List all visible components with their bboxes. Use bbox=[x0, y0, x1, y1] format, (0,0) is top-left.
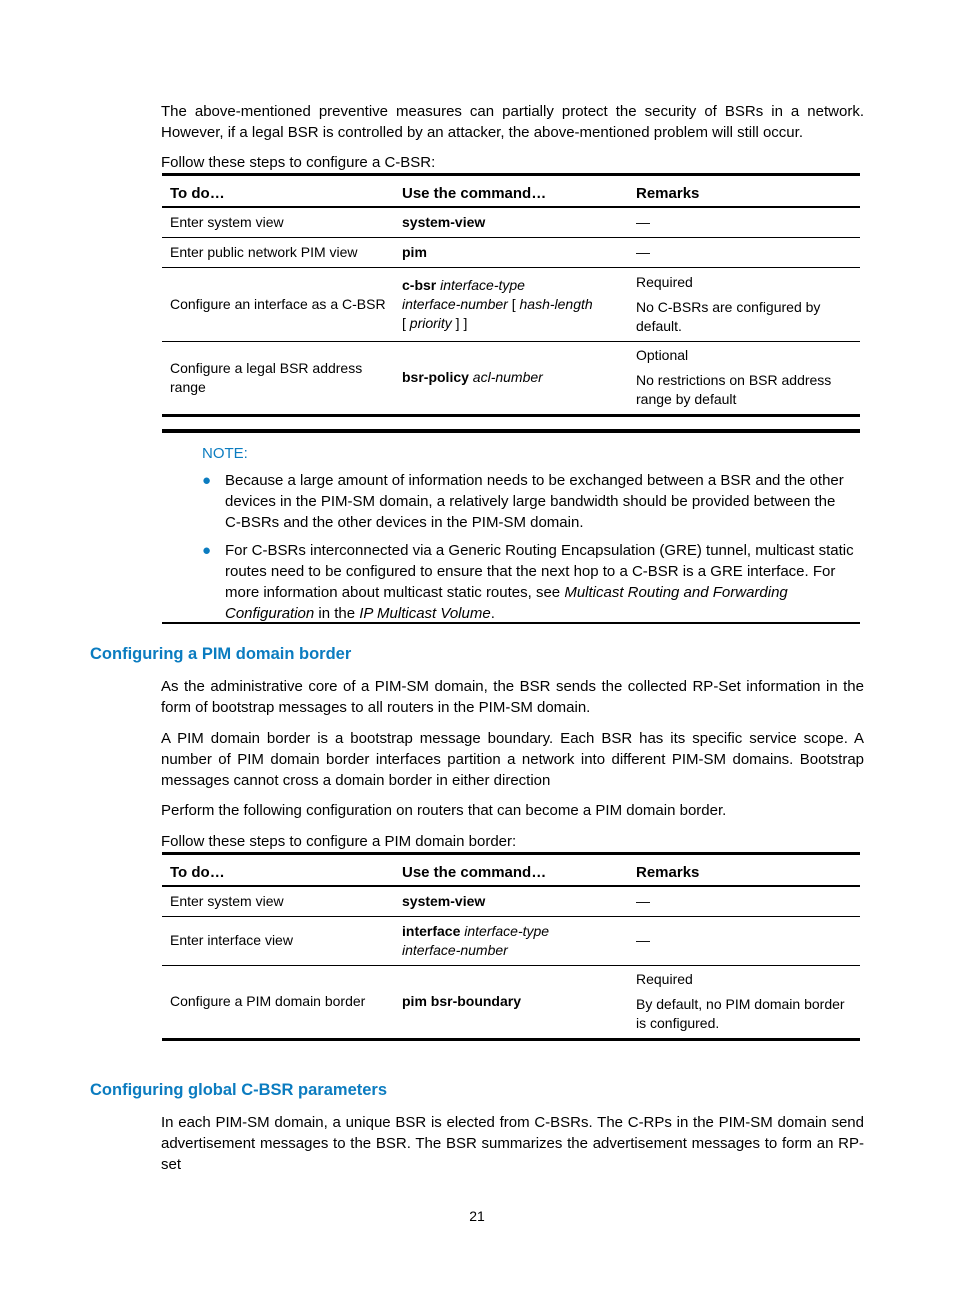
remark: — bbox=[636, 932, 650, 948]
todo-cell: Enter public network PIM view bbox=[162, 237, 394, 267]
note-label: NOTE: bbox=[202, 445, 248, 462]
command-cell bbox=[394, 267, 628, 341]
bullet-icon: ● bbox=[202, 472, 212, 489]
remark: Optional bbox=[636, 347, 689, 363]
argument: interface-type bbox=[440, 276, 525, 293]
bracket: [ bbox=[402, 314, 410, 331]
remarks-cell bbox=[628, 886, 860, 916]
table-header-row bbox=[162, 854, 860, 887]
command: bsr-policy bbox=[402, 369, 469, 385]
table-row bbox=[162, 886, 860, 916]
remark: By default, no PIM domain border is configured. bbox=[636, 996, 845, 1031]
command-cell bbox=[394, 886, 628, 916]
bullet-icon: ● bbox=[202, 542, 212, 559]
remark: — bbox=[636, 243, 650, 260]
table-row bbox=[162, 267, 860, 341]
command: interface bbox=[402, 922, 461, 939]
argument: interface-number bbox=[402, 295, 508, 312]
command: system-view bbox=[402, 213, 486, 230]
command-cell bbox=[394, 916, 628, 965]
remarks-cell bbox=[628, 965, 860, 1039]
command-table-cbsr bbox=[162, 173, 860, 417]
note-text: . bbox=[490, 605, 495, 622]
bracket: ] ] bbox=[451, 314, 468, 331]
remark: — bbox=[636, 213, 650, 230]
table-row bbox=[162, 916, 860, 965]
paragraph: As the administrative core of a PIM-SM domain, the BSR sends the collected RP-Set information in the form of bootstrap messages to all routers in the PIM-SM domain. bbox=[161, 678, 864, 716]
argument: priority bbox=[409, 314, 452, 331]
table-row bbox=[162, 207, 860, 237]
column-header: Use the command… bbox=[394, 175, 628, 208]
todo-cell: Enter interface view bbox=[162, 916, 394, 965]
todo-cell: Configure a PIM domain border bbox=[162, 965, 394, 1039]
remark: No restrictions on BSR address range by default bbox=[636, 372, 832, 407]
argument: acl-number bbox=[472, 369, 543, 385]
paragraph: A PIM domain border is a bootstrap message boundary. Each BSR has its specific service scope. A number of PIM domain border interfaces partition a network into different PIM-SM domains. Bootstrap messages cannot cross a domain border in either direction bbox=[161, 730, 864, 789]
section-heading: Configuring global C-BSR parameters bbox=[90, 1081, 388, 1099]
table-row bbox=[162, 341, 860, 415]
doc-reference: IP Multicast Volume bbox=[359, 605, 491, 622]
argument: hash-length bbox=[519, 295, 593, 312]
remarks-cell bbox=[628, 916, 860, 965]
command: c-bsr bbox=[402, 276, 437, 293]
paragraph: Perform the following configuration on routers that can become a PIM domain border. bbox=[161, 802, 727, 819]
remark: Required bbox=[636, 971, 693, 987]
command-table-domain-border bbox=[162, 852, 860, 1041]
command-cell bbox=[394, 965, 628, 1039]
todo-cell: Configure a legal BSR address range bbox=[162, 341, 394, 415]
note-box bbox=[162, 429, 860, 624]
remarks-cell bbox=[628, 341, 860, 415]
note-bullet bbox=[202, 540, 855, 624]
remarks-cell bbox=[628, 267, 860, 341]
section-heading: Configuring a PIM domain border bbox=[90, 645, 352, 663]
bracket: [ bbox=[507, 295, 520, 312]
column-header: Remarks bbox=[628, 854, 860, 887]
command: pim bbox=[402, 243, 427, 260]
note-text: Because a large amount of information needs to be exchanged between a BSR and the other devices in the PIM-SM domain, a relatively large bandwidth should be provided between the C-BSRs and the other devices in the PIM-SM domain. bbox=[225, 472, 844, 531]
column-header: Remarks bbox=[628, 175, 860, 208]
table-header-row bbox=[162, 175, 860, 208]
note-bullet bbox=[202, 470, 855, 533]
paragraph: Follow these steps to configure a C-BSR: bbox=[161, 154, 436, 171]
todo-cell: Enter system view bbox=[162, 886, 394, 916]
column-header: To do… bbox=[162, 854, 394, 887]
column-header: Use the command… bbox=[394, 854, 628, 887]
table-row bbox=[162, 237, 860, 267]
command-cell bbox=[394, 341, 628, 415]
remark: — bbox=[636, 892, 650, 909]
table-row bbox=[162, 965, 860, 1039]
column-header: To do… bbox=[162, 175, 394, 208]
paragraph: Follow these steps to configure a PIM domain border: bbox=[161, 833, 517, 850]
note-text: in the bbox=[314, 605, 360, 622]
argument: interface-number bbox=[402, 941, 508, 958]
argument: interface-type bbox=[464, 922, 550, 939]
doc-reference: Multicast Routing and Forwarding Configuration bbox=[225, 584, 788, 622]
page-number: 21 bbox=[469, 1208, 485, 1224]
command: system-view bbox=[402, 892, 486, 909]
command: pim bsr-boundary bbox=[402, 993, 522, 1009]
paragraph: In each PIM-SM domain, a unique BSR is elected from C-BSRs. The C-RPs in the PIM-SM domain send advertisement messages to the BSR. The BSR summarizes the advertisement messages to form an RP-set bbox=[161, 1114, 864, 1173]
command-cell bbox=[394, 207, 628, 237]
remarks-cell bbox=[628, 237, 860, 267]
todo-cell: Configure an interface as a C-BSR bbox=[162, 267, 394, 341]
remark: No C-BSRs are configured by default. bbox=[636, 298, 821, 334]
remarks-cell bbox=[628, 207, 860, 237]
todo-cell: Enter system view bbox=[162, 207, 394, 237]
remark: Required bbox=[636, 273, 693, 290]
paragraph: The above-mentioned preventive measures can partially protect the security of BSRs in a network. However, if a legal BSR is controlled by an attacker, the above-mentioned problem will still occur. bbox=[161, 103, 864, 141]
command-cell bbox=[394, 237, 628, 267]
note-text: For C-BSRs interconnected via a Generic Routing Encapsulation (GRE) tunnel, multicast static routes need to be configured to ensure that the next hop to a C-BSR is a GRE interface. For more information about multicast static routes, see bbox=[225, 542, 854, 601]
